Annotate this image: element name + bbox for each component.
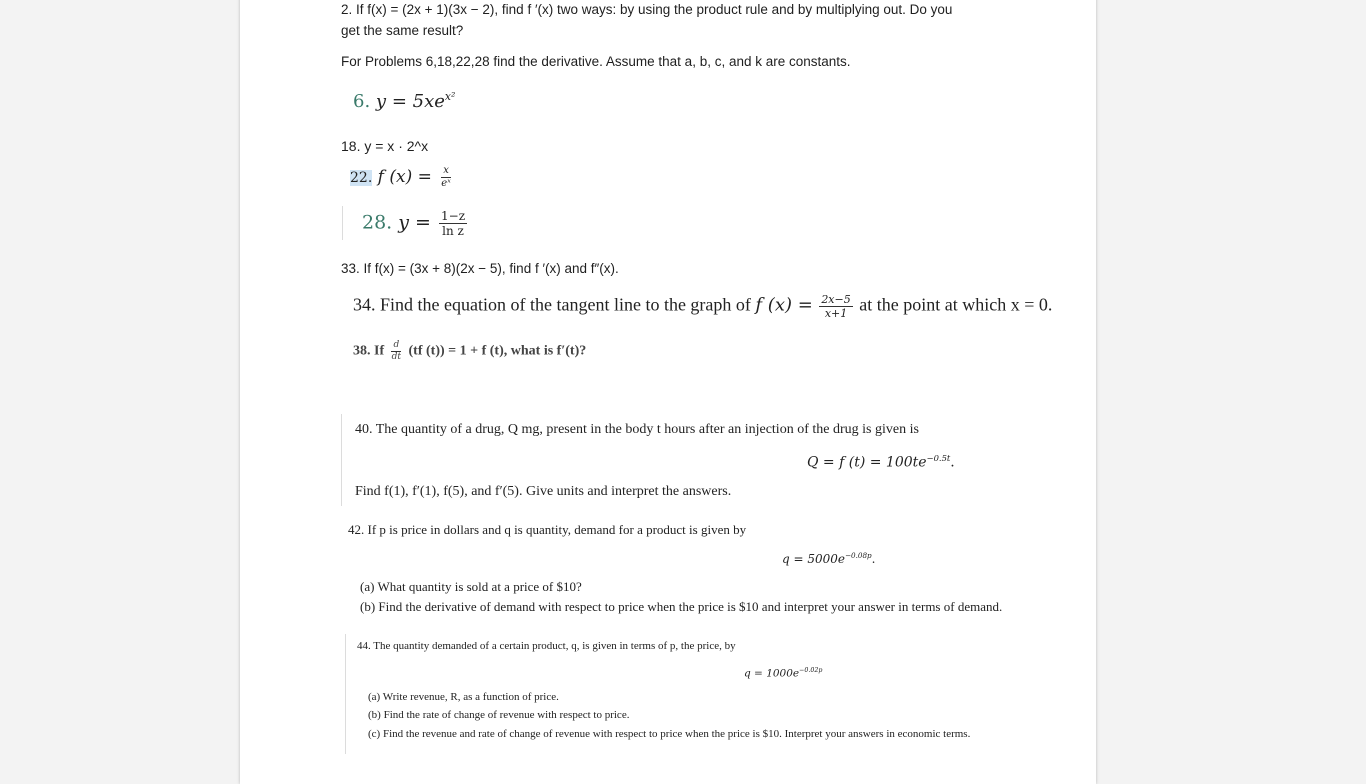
problem-34-fraction: $\frac{2x-5}{x+1}$	[821, 293, 851, 320]
margin-line	[342, 206, 343, 240]
problem-40-question: Find f(1), f′(1), f(5), and f′(5). Give units and interpret the answers.	[355, 484, 732, 499]
problem-22-fraction: $\frac{x}{\text{eˣ}}$	[441, 165, 451, 189]
problem-42-part-a: (a) What quantity is sold at a price of $10?	[360, 579, 582, 594]
problem-42-part-b: (b) Find the derivative of demand with respect to price when the price is $10 and interpret your answer in terms of demand.	[360, 599, 1003, 614]
problem-42-text: 42. If p is price in dollars and q is quantity, demand for a product is given by	[348, 522, 747, 537]
problem-38: 38. If $\frac{d}{dt}$ (tf (t)) = 1 + f (t), what is f′(t)?	[353, 340, 587, 362]
problem-18: 18. y = x · 2^x	[341, 138, 429, 154]
document-page	[240, 0, 1096, 784]
problem-2-line-2: get the same result?	[341, 23, 464, 38]
problem-44-part-c: (c) Find the revenue and rate of change of revenue with respect to price when the price is $10. Interpret your answers in economic terms.	[368, 728, 971, 740]
problem-44-formula: $q = 1000e^{-0.02p}$	[744, 667, 823, 680]
problem-6: 6. $y = 5xe^{x^2}$	[353, 90, 456, 112]
instructions: For Problems 6,18,22,28 find the derivative. Assume that a, b, c, and k are constants.	[341, 54, 851, 69]
problem-22-number: 22.	[350, 170, 373, 186]
problem-40-text: 40. The quantity of a drug, Q mg, present in the body t hours after an injection of the drug is given is	[355, 422, 919, 437]
derivative-operator: $\frac{d}{dt}$	[391, 340, 402, 362]
problem-28-fraction: $\frac{1-z}{\text{ln z}}$	[441, 209, 466, 238]
problem-22: 22. f (x) = $\frac{x}{\text{eˣ}}$	[350, 165, 451, 189]
problem-28: 28. y = $\frac{1-z}{\text{ln z}}$	[362, 209, 466, 238]
problem-2-line-1: 2. If f(x) = (2x + 1)(3x − 2), find f ′(x) two ways: by using the product rule and by multiplying out. Do you	[341, 2, 953, 17]
problem-6-number: 6.	[353, 91, 371, 112]
problem-44-part-b: (b) Find the rate of change of revenue with respect to price.	[368, 709, 630, 721]
problem-34: 34. Find the equation of the tangent line to the graph of f (x) = $\frac{2x-5}{x+1}$ at the point at which x = 0.	[353, 293, 1053, 320]
problem-33: 33. If f(x) = (3x + 8)(2x − 5), find f ′(x) and f″(x).	[341, 261, 619, 276]
problem-28-number: 28.	[362, 211, 393, 234]
margin-line	[341, 414, 342, 506]
problem-44-text: 44. The quantity demanded of a certain product, q, is given in terms of p, the price, by	[357, 640, 736, 652]
problem-42-formula: $q = 5000e^{-0.08p}$.	[782, 551, 876, 566]
problem-40-formula: Q = f $(t) = 100te^{-0.5t}$.	[807, 453, 955, 471]
problem-44-part-a: (a) Write revenue, R, as a function of price.	[368, 691, 559, 703]
margin-line	[345, 634, 346, 754]
